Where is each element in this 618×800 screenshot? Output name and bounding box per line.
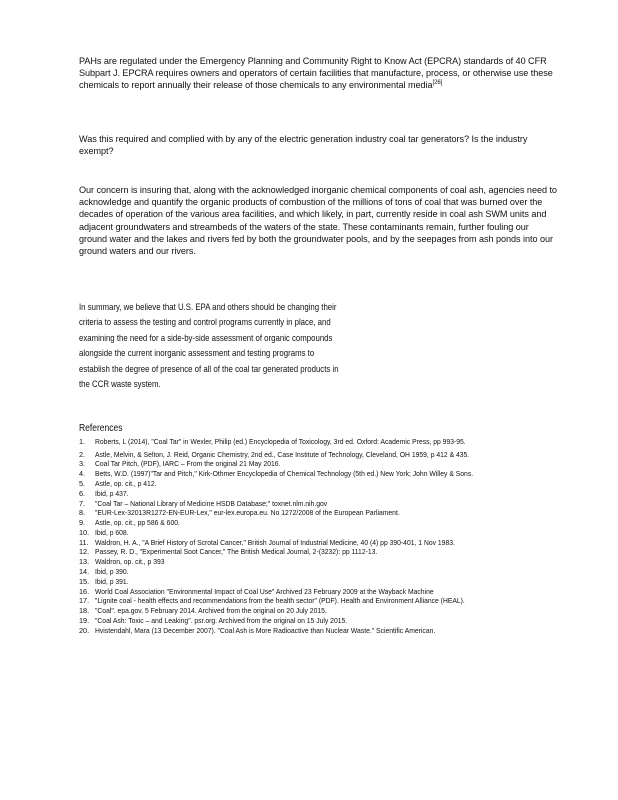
reference-item: 1. Roberts, L (2014), "Coal Tar" in Wexler, Philip (ed.) Encyclopedia of Toxicology, 3rd ed. Oxford: Academic Press, pp 993-95.: [79, 437, 559, 447]
reference-item: 15. Ibid, p 391.: [79, 577, 559, 587]
reference-text: Waldron, H. A., "A Brief History of Scrotal Cancer," British Journal of Industrial Medicine, 40 (4) pp 390-401, 1 Nov 1983.: [95, 537, 455, 547]
reference-text: Astle, Melvin, & Selton, J. Reid, Organic Chemistry, 2nd ed., Case Institute of Technology, Cleveland, OH 1959, p 412 & 435.: [95, 449, 470, 459]
reference-text: Astle, op. cit., p 412.: [95, 478, 157, 488]
references-heading: References: [79, 423, 123, 434]
reference-text: "Coal Ash: Toxic – and Leaking". psr.org. Archived from the original on 15 July 2015.: [95, 615, 348, 625]
summary-line: alongside the current inorganic assessment and testing programs to: [79, 348, 315, 359]
reference-item: 16. World Coal Association "Environmental Impact of Coal Use" Archived 23 February 2009 at the Wayback Machine: [79, 587, 559, 597]
reference-text: World Coal Association "Environmental Impact of Coal Use" Archived 23 February 2009 at the Wayback Machine: [95, 586, 434, 596]
reference-item: 13. Waldron, op. cit., p 393: [79, 557, 559, 567]
reference-item: 3. Coal Tar Pitch, (PDF), IARC – From the original 21 May 2016.: [79, 459, 559, 469]
reference-text: Passey, R. D., "Experimental Soot Cancer," The British Medical Journal, 2-(3232): pp 1112-13.: [95, 547, 378, 557]
reference-text: Coal Tar Pitch, (PDF), IARC – From the original 21 May 2016.: [95, 459, 281, 469]
reference-text: Ibid, p 390.: [95, 566, 129, 576]
reference-item: 20. Hvistendahl, Mara (13 December 2007). "Coal Ash is More Radioactive than Nuclear Waste." Scientific American.: [79, 626, 559, 636]
summary-paragraph: [79, 300, 517, 392]
paragraph-epcra: [79, 55, 559, 92]
reference-item: 12. Passey, R. D., "Experimental Soot Cancer," The British Medical Journal, 2-(3232): pp 1112-13.: [79, 547, 559, 557]
reference-item: 14. Ibid, p 390.: [79, 567, 559, 577]
summary-line: In summary, we believe that U.S. EPA and others should be changing their: [79, 302, 337, 312]
summary-line: the CCR waste system.: [79, 379, 161, 390]
summary-line: establish the degree of presence of all of the coal tar generated products in: [79, 363, 339, 374]
reference-text: Astle, op. cit., pp 586 & 600.: [95, 518, 180, 528]
reference-text: Betts, W.D. (1997)"Tar and Pitch," Kirk-Othmer Encyclopedia of Chemical Technology (5th ed.) New York; John Willey & Sons.: [95, 469, 474, 479]
reference-text: "Coal Tar – National Library of Medicine HSDB Database;" toxnet.nlm.nih.gov: [95, 498, 328, 508]
references-list: [79, 437, 559, 635]
reference-text: "EUR-Lex-32013R1272-EN-EUR-Lex," eur-lex.europa.eu. No 1272/2008 of the European Parliament.: [95, 508, 400, 518]
paragraph-concern: Our concern is insuring that, along with the acknowledged inorganic chemical components of coal ash, agencies need to acknowledge and quantify the organic products of combustion of the millions of tons of coal that was burned over the decades of operation of the various area facilities, and which likely, in part, currently reside in coal ash SWM units and adjacent groundwaters and streambeds of the waters of the state. These contaminants remain, further fouling our ground water and the lakes and rivers fed by both the groundwater pools, and by the seepages from ash ponds into our ground waters and our rivers.: [79, 185, 557, 257]
summary-line: criteria to assess the testing and control programs currently in place, and: [79, 317, 331, 328]
reference-text: Hvistendahl, Mara (13 December 2007). "Coal Ash is More Radioactive than Nuclear Waste." Scientific American.: [95, 625, 436, 635]
reference-item: 6. Ibid, p 437.: [79, 489, 559, 499]
reference-item: 9. Astle, op. cit., pp 586 & 600.: [79, 518, 559, 528]
reference-text: Ibid, p 391.: [95, 576, 129, 586]
reference-item: 19. "Coal Ash: Toxic – and Leaking". psr.org. Archived from the original on 15 July 2015.: [79, 616, 559, 626]
reference-item: 8. "EUR-Lex-32013R1272-EN-EUR-Lex," eur-lex.europa.eu. No 1272/2008 of the European Parliament.: [79, 508, 559, 518]
reference-text: Ibid, p 608.: [95, 527, 129, 537]
reference-text: Ibid, p 437.: [95, 488, 129, 498]
reference-item: 4. Betts, W.D. (1997)"Tar and Pitch," Kirk-Othmer Encyclopedia of Chemical Technology (5th ed.) New York; John Willey & Sons.: [79, 469, 559, 479]
reference-item: 2. Astle, Melvin, & Selton, J. Reid, Organic Chemistry, 2nd ed., Case Institute of Technology, Cleveland, OH 1959, p 412 & 435.: [79, 450, 559, 460]
reference-text: "Lignite coal - health effects and recommendations from the health sector" (PDF). Health and Environment Alliance (HEAL).: [95, 596, 465, 606]
reference-text: Waldron, op. cit., p 393: [95, 557, 165, 567]
reference-text: "Coal". epa.gov. 5 February 2014. Archived from the original on 20 July 2015.: [95, 606, 327, 616]
paragraph-question: Was this required and complied with by any of the electric generation industry coal tar generators? Is the industry exempt?: [79, 134, 528, 157]
reference-item: 11. Waldron, H. A., "A Brief History of Scrotal Cancer," British Journal of Industrial Medicine, 40 (4) pp 390-401, 1 Nov 1983.: [79, 538, 559, 548]
reference-item: 18. "Coal". epa.gov. 5 February 2014. Archived from the original on 20 July 2015.: [79, 606, 559, 616]
reference-item: 17. "Lignite coal - health effects and recommendations from the health sector" (PDF). Health and Environment Alliance (HEAL).: [79, 596, 559, 606]
reference-item: 10. Ibid, p 608.: [79, 528, 559, 538]
reference-text: Roberts, L (2014), "Coal Tar" in Wexler, Philip (ed.) Encyclopedia of Toxicology, 3rd ed. Oxford: Academic Press, pp 993-95.: [95, 437, 466, 446]
summary-line: examining the need for a side-by-side assessment of organic compounds: [79, 332, 333, 343]
paragraph-epcra-text: PAHs are regulated under the Emergency Planning and Community Right to Know Act (EPCRA) standards of 40 CFR Subpart J. EPCRA requires owners and operators of certain facilities that manufacture, process, or otherwise use these chemicals to report annually their release of those chemicals to any environmental media: [79, 56, 553, 91]
citation-26[interactable]: [26]: [432, 80, 443, 87]
reference-item: 7. "Coal Tar – National Library of Medicine HSDB Database;" toxnet.nlm.nih.gov: [79, 499, 559, 509]
reference-item: 5. Astle, op. cit., p 412.: [79, 479, 559, 489]
